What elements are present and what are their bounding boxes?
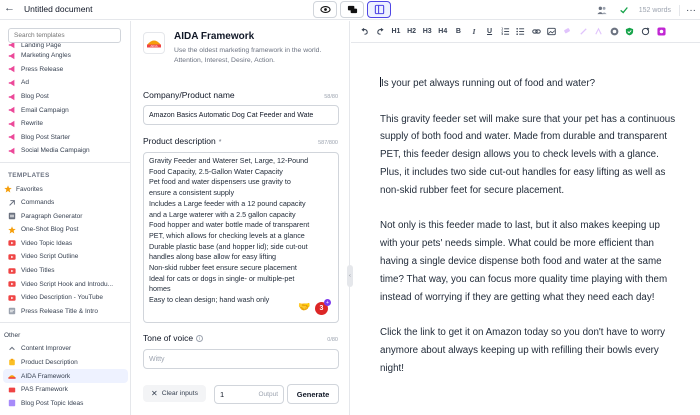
improver-icon (8, 345, 16, 353)
close-icon: ✕ (151, 389, 158, 398)
bold-button[interactable]: B (455, 28, 461, 35)
panel-resize-handle[interactable]: ‹ (347, 265, 353, 287)
megaphone-icon (8, 93, 16, 101)
svg-text:2: 2 (500, 30, 503, 34)
sidebar-item-video-script-outline[interactable]: Video Script Outline (0, 250, 131, 264)
image-icon[interactable] (544, 25, 560, 39)
editor-toolbar (351, 21, 700, 43)
megaphone-icon (8, 106, 16, 114)
megaphone-icon (8, 43, 16, 49)
company-char-count: 58/80 (324, 94, 338, 100)
sidebar-divider (0, 162, 131, 163)
text-line: Pet food and water dispensers use gravity to (149, 177, 291, 187)
favorites-group[interactable]: Favorites (0, 183, 131, 196)
text-line: PET, which allows for checking levels at a glance (149, 230, 305, 240)
pen-icon[interactable] (575, 25, 591, 39)
video-icon (8, 294, 16, 302)
more-options-button[interactable]: ··· (679, 5, 696, 16)
text-line: Non-skid rubber feet ensure secure placement (149, 263, 297, 273)
product-icon (8, 358, 16, 366)
sidebar-item-landing-page[interactable]: Landing Page (0, 43, 131, 49)
preview-icon[interactable] (313, 1, 337, 18)
templates-heading: TEMPLATES (8, 172, 50, 180)
video-icon (8, 239, 16, 247)
text-line: Food Capacity, 2.5-Gallon Water Capacity (149, 166, 283, 176)
eraser-icon[interactable] (560, 25, 576, 39)
sidebar-item-commands[interactable]: Commands (0, 196, 131, 210)
aida-icon (8, 372, 16, 380)
editor-paragraph: Not only is this feeder made to last, but it also makes keeping up with your pets' needs simple. What could be more efficient than having a single device dispense both food and water at the same time? That way, you can focus more quality time playing with them instead of worrying if they are getting what they need each day! (380, 220, 668, 303)
handshake-icon[interactable]: 🤝 (298, 302, 311, 313)
other-group-label: Other (4, 332, 21, 340)
word-count: 152 words (638, 6, 671, 14)
sidebar-item-social-media-campaign[interactable]: Social Media Campaign (0, 144, 131, 158)
text-line: Gravity Feeder and Waterer Set, Large, 12-Pound (149, 156, 309, 165)
top-right-controls (595, 2, 696, 18)
template-description: Use the oldest marketing framework in the world. Attention, Interest, Desire, Action. (174, 47, 322, 64)
blog-icon (8, 226, 16, 234)
editor-paragraph: Click the link to get it on Amazon today so you don't have to worry anymore about always keeping up with refilling their bowls every night! (380, 327, 666, 374)
company-name-input[interactable]: Amazon Basics Automatic Dog Cat Feeder and Wate (143, 105, 339, 125)
text-line: homes (149, 284, 171, 294)
chat-icon[interactable] (340, 1, 364, 18)
paragraph-icon (8, 212, 16, 220)
product-char-count: 587/800 (318, 140, 338, 146)
text-line: Easy to clean design; hand wash only (149, 295, 270, 305)
users-icon[interactable] (595, 3, 609, 17)
undo-icon[interactable] (357, 25, 373, 39)
template-sidebar (0, 21, 131, 415)
sidebar-item-ad[interactable]: Ad (0, 76, 131, 90)
video-icon (8, 267, 16, 275)
sidebar-item-blog-post-starter[interactable]: Blog Post Starter (0, 131, 131, 145)
bullet-list-icon[interactable] (513, 25, 529, 39)
template-title: AIDA Framework (174, 31, 255, 42)
blog-icon (8, 399, 16, 407)
text-line: Includes a Large feeder with a 12 pound capacity (149, 198, 306, 208)
link-icon[interactable] (529, 25, 545, 39)
sidebar-item-pas-framework[interactable]: PAS Framework (0, 383, 131, 397)
text-line: handles along base allow for easy lifting (149, 252, 277, 262)
sidebar-item-rewrite[interactable]: Rewrite (0, 117, 131, 131)
clear-inputs-button[interactable]: ✕ Clear inputs (143, 385, 206, 402)
megaphone-icon (8, 147, 16, 155)
sidebar-item-press-release[interactable]: Press Release (0, 63, 131, 77)
tone-char-count: 0/80 (327, 337, 338, 343)
back-arrow-icon[interactable]: ← (4, 2, 15, 14)
sidebar-item-email-campaign[interactable]: Email Campaign (0, 103, 131, 117)
shield-check-icon[interactable] (622, 25, 638, 39)
product-description-textarea[interactable] (143, 152, 339, 323)
text-line: Durable plastic base (and hopper lid); side cut-out (149, 241, 308, 251)
template-form-panel (131, 21, 350, 415)
pas-icon (8, 386, 16, 394)
grammarly-icon[interactable] (607, 25, 623, 39)
template-list (0, 43, 131, 410)
sidebar-item-video-titles[interactable]: Video Titles (0, 264, 131, 278)
document-title[interactable]: Untitled document (24, 4, 93, 14)
star-icon (4, 185, 12, 193)
top-bar (0, 0, 700, 20)
sidebar-divider (0, 322, 131, 323)
split-view-icon[interactable] (367, 1, 391, 18)
text-line: and a Large waterer with a 2.5 gallon capacity (149, 209, 296, 219)
text-line: ensure a consistent supply (149, 188, 235, 198)
italic-button[interactable]: I (472, 27, 476, 36)
product-description-label: Product description * (143, 136, 222, 146)
megaphone-icon (8, 133, 16, 141)
sidebar-item-marketing-angles[interactable]: Marketing Angles (0, 49, 131, 63)
heading-1-button[interactable]: H1 (391, 28, 401, 35)
search-input[interactable] (8, 28, 121, 43)
sidebar-item-aida-framework[interactable]: AIDA Framework (3, 369, 128, 383)
sidebar-item-paragraph-generator[interactable]: Paragraph Generator (0, 209, 131, 223)
megaphone-icon (8, 79, 16, 87)
info-icon[interactable]: i (196, 335, 203, 342)
heading-3-button[interactable]: H3 (422, 28, 432, 35)
highlight-icon[interactable] (591, 25, 607, 39)
sidebar-item-video-topic-ideas[interactable]: Video Topic Ideas (0, 237, 131, 251)
check-icon (617, 3, 631, 17)
heading-4-button[interactable]: H4 (438, 28, 448, 35)
editor-paragraph: Is your pet always running out of food and water? (381, 78, 596, 89)
sidebar-item-press-release-title-intro[interactable]: Press Release Title & Intro (0, 305, 131, 319)
underline-button[interactable]: U (487, 28, 493, 35)
tone-input[interactable]: Witty (143, 349, 339, 369)
tone-label: Tone of voice i (143, 333, 203, 343)
heading-2-button[interactable]: H2 (407, 28, 417, 35)
output-count-input[interactable]: 1 Output (214, 385, 284, 404)
press-icon (8, 307, 16, 315)
sidebar-item-blog-post-topic-ideas[interactable]: Blog Post Topic Ideas (0, 396, 131, 410)
view-toggle-group (313, 1, 391, 19)
megaphone-icon (8, 120, 16, 128)
refresh-icon[interactable] (638, 25, 654, 39)
plus-icon: + (324, 299, 331, 306)
svg-text:AIDA: AIDA (150, 44, 158, 48)
video-icon (8, 280, 16, 288)
text-line: Food hopper and water bottle made of transparent (149, 220, 310, 230)
generate-button[interactable]: Generate (287, 384, 339, 404)
redo-icon[interactable] (373, 25, 389, 39)
company-label: Company/Product name (143, 90, 235, 100)
sidebar-item-video-script-hook[interactable]: Video Script Hook and Introdu... (0, 277, 131, 291)
document-editor[interactable] (380, 75, 680, 378)
required-marker: * (218, 139, 222, 146)
svg-text:3: 3 (500, 33, 503, 36)
editor-paragraph: This gravity feeder set will make sure that your pet has a continuous supply of both food and water. Made from durable and transparent PET, this feeder design allows you to check levels with a glance. Plus, it includes two side cut-out handles for easy lifting as well as non-skid rubber feet for secure placement. (380, 113, 676, 196)
sidebar-item-blog-post[interactable]: Blog Post (0, 90, 131, 104)
megaphone-icon (8, 52, 16, 60)
grammar-badge[interactable]: 3 (315, 302, 328, 315)
sidebar-item-video-description-youtube[interactable]: Video Description - YouTube (0, 291, 131, 305)
text-line: Ideal for cats or dogs in single- or multiple-pet (149, 273, 295, 283)
video-icon (8, 253, 16, 261)
commands-icon (8, 199, 16, 207)
aida-logo-icon (143, 32, 165, 54)
ordered-list-icon[interactable] (497, 25, 513, 39)
megaphone-icon (8, 65, 16, 73)
extension-icon[interactable] (653, 25, 669, 39)
sidebar-item-product-description[interactable]: Product Description (0, 356, 131, 370)
sidebar-item-content-improver[interactable]: Content Improver (0, 342, 131, 356)
svg-text:1: 1 (500, 27, 503, 31)
sidebar-item-one-shot-blog-post[interactable]: One-Shot Blog Post (0, 223, 131, 237)
